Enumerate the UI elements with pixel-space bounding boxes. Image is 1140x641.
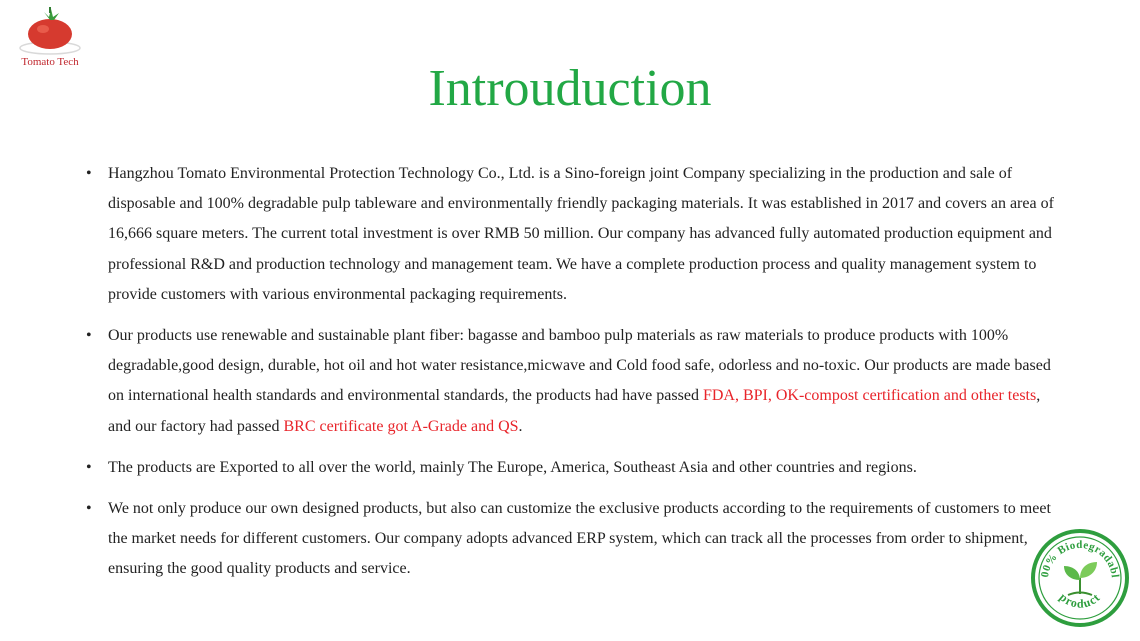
paragraph-text: The products are Exported to all over the world, mainly The Europe, America, Southeast Asia and other countries and regions. xyxy=(108,458,917,476)
certification-highlight: FDA, BPI, OK-compost certification and other tests xyxy=(702,387,1037,405)
tomato-icon xyxy=(18,4,82,56)
intro-bullet-list xyxy=(86,159,1056,596)
list-item xyxy=(86,494,1056,585)
paragraph-text: Our products use renewable and sustainable plant fiber: bagasse and bamboo pulp materials as raw materials to produce products with 100% degradable,good design, durable, hot oil and hot water resistance,micwave and Cold food safe, odorless and no-toxic. Our products are made based on international health standards and environmental standards, the products had have passed xyxy=(108,327,1051,405)
page-title: Introuduction xyxy=(428,60,712,117)
paragraph-text: , and our factory had passed xyxy=(108,387,1041,435)
paragraph-text: We not only produce our own designed products, but also can customize the exclusive products according to the requirements of customers to meet the market needs for different customers. Our company adopts advanced ERP system, which can track all the processes from order to shipment, ensuring the good quality products and service. xyxy=(108,500,1051,578)
bullet-icon: • xyxy=(86,458,92,476)
paragraph-text: Hangzhou Tomato Environmental Protection Technology Co., Ltd. is a Sino-foreign joint Company specializing in the production and sale of disposable and 100% degradable pulp tableware and environmentally friendly packaging materials. It was established in 2017 and covers an area of 16,666 square meters. The current total investment is over RMB 50 million. Our company has advanced fully automated production equipment and professional R&D and production technology and management team. We have a complete production process and quality management system to provide customers with various environmental packaging requirements. xyxy=(108,165,1054,303)
bullet-icon: • xyxy=(86,500,92,518)
list-item xyxy=(86,453,1056,483)
bullet-icon: • xyxy=(86,165,92,182)
badge-seal xyxy=(1030,528,1130,628)
badge-top-text: 00% Biodegradabl xyxy=(1039,538,1121,579)
bullet-icon: • xyxy=(86,327,92,345)
badge-bottom-text: product xyxy=(1056,589,1104,611)
list-item xyxy=(86,321,1056,442)
list-item xyxy=(86,159,1056,310)
biodegradable-badge xyxy=(1030,528,1130,628)
brc-highlight: BRC certificate got A-Grade and QS xyxy=(283,417,519,435)
brand-name: Tomato Tech xyxy=(21,56,79,68)
paragraph-text: . xyxy=(518,417,523,435)
